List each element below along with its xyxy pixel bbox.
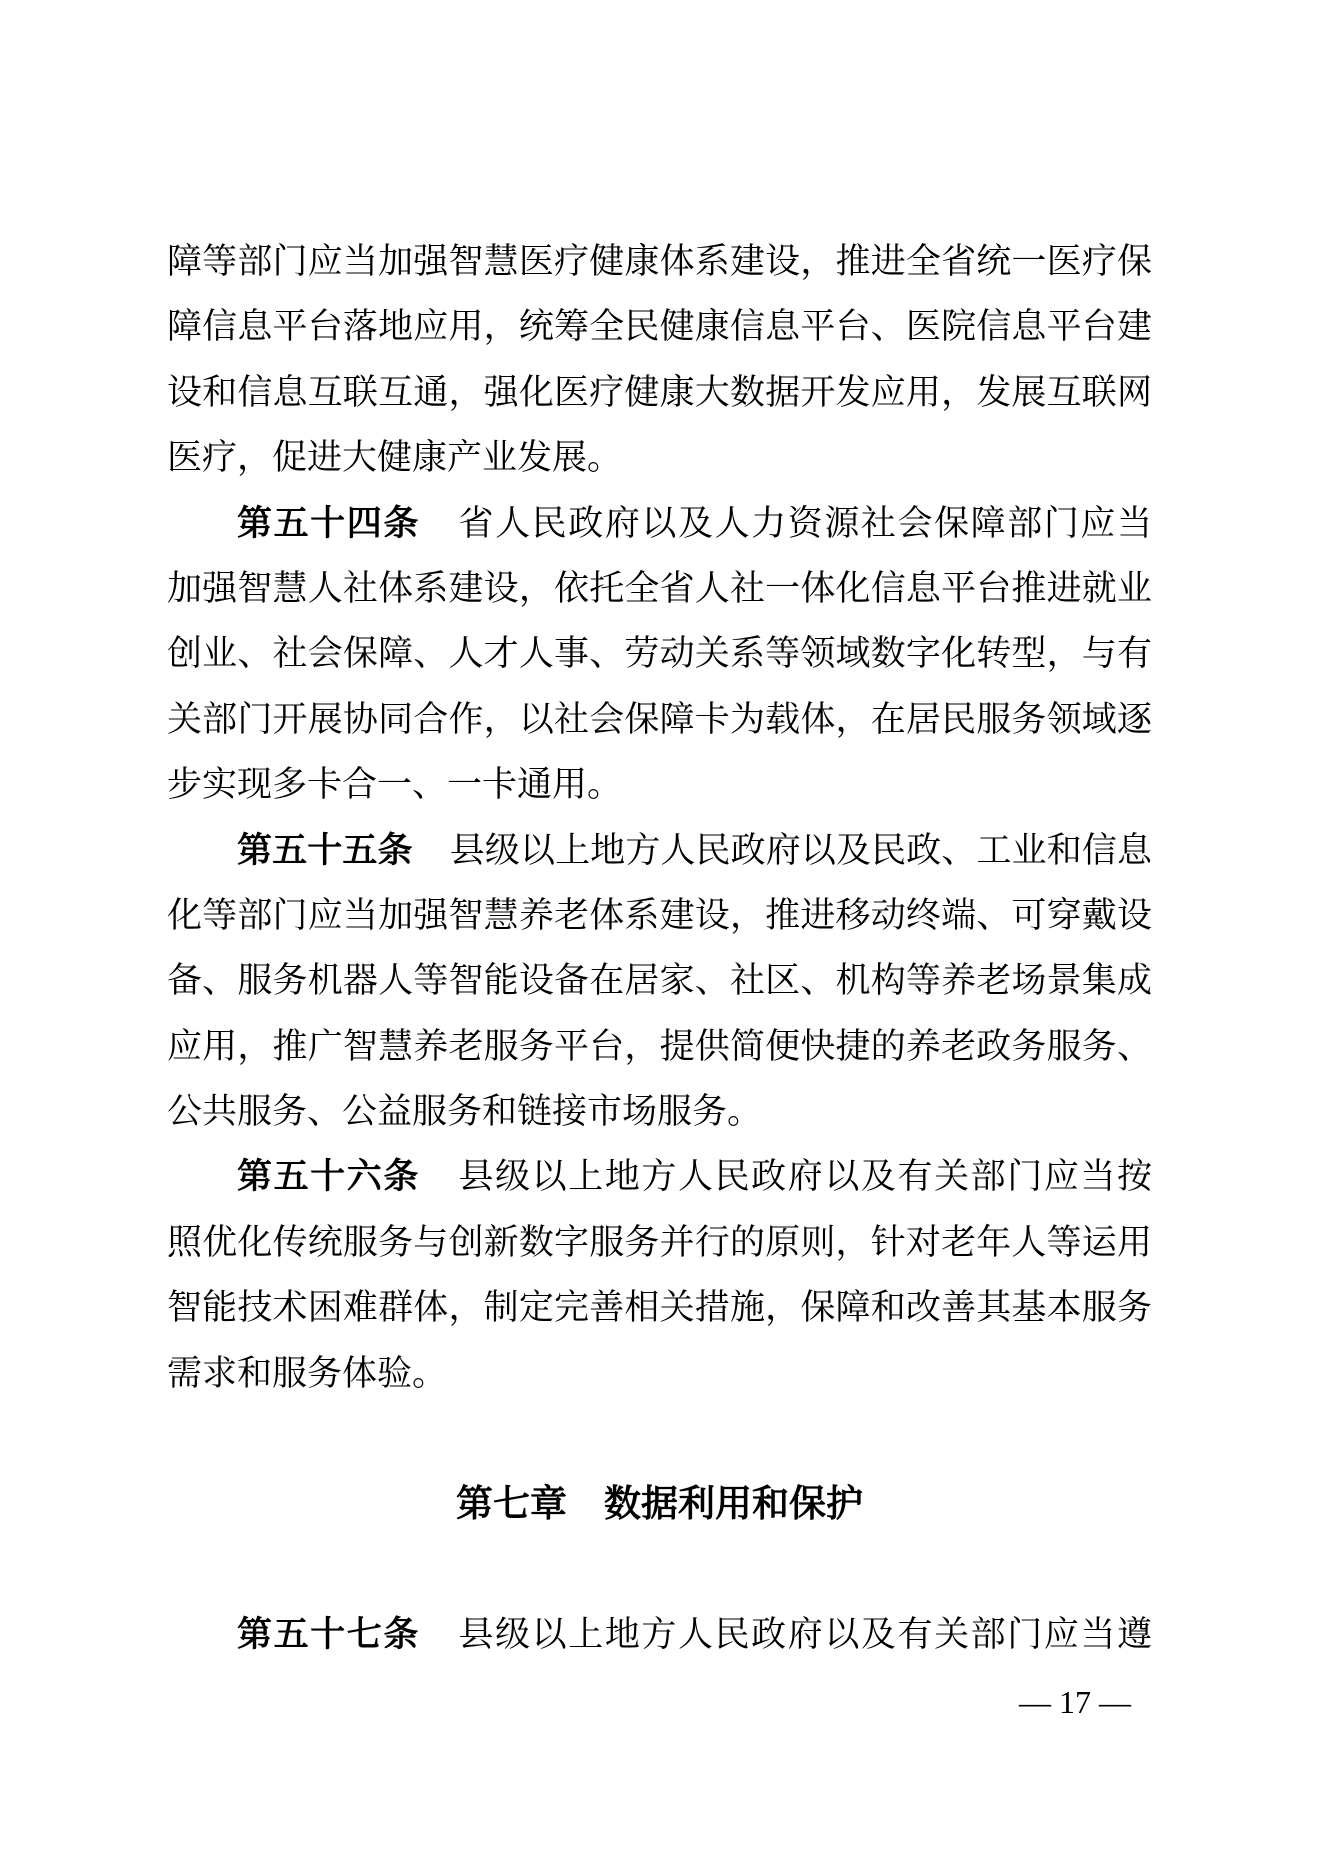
text-line: 步实现多卡合一、一卡通用。	[167, 765, 623, 805]
line-text: 省人民政府以及人力资源社会保障部门应当	[456, 503, 1152, 543]
line-text: 县级以上地方人民政府以及有关部门应当遵	[456, 1615, 1152, 1655]
document-body	[167, 229, 1152, 1668]
article-number: 第五十四条	[237, 503, 420, 543]
article-line	[167, 491, 1152, 556]
article-number: 第五十六条	[237, 1157, 420, 1197]
text-line: 关部门开展协同合作，以社会保障卡为载体，在居民服务领域逐	[167, 699, 1152, 739]
text-line: 障等部门应当加强智慧医疗健康体系建设，推进全省统一医疗保	[167, 242, 1152, 281]
line-text: 县级以上地方人民政府以及民政、工业和信息	[449, 830, 1152, 870]
text-line: 应用，推广智慧养老服务平台，提供简便快捷的养老政务服务、	[167, 1026, 1152, 1066]
text-line: 设和信息互联互通，强化医疗健康大数据开发应用，发展互联网	[167, 372, 1152, 412]
text-line: 照优化传统服务与创新数字服务并行的原则，针对老年人等运用	[167, 1222, 1152, 1262]
article-number: 第五十七条	[237, 1615, 420, 1655]
blank-line	[167, 1537, 1152, 1602]
chapter-heading: 第七章 数据利用和保护	[456, 1483, 863, 1525]
lead-gap	[413, 861, 450, 862]
lead-gap	[420, 534, 457, 535]
text-line: 加强智慧人社体系建设，依托全省人社一体化信息平台推进就业	[167, 568, 1152, 608]
text-line: 公共服务、公益服务和链接市场服务。	[167, 1092, 763, 1132]
text-line: 医疗，促进大健康产业发展。	[167, 438, 623, 478]
text-line: 障信息平台落地应用，统筹全民健康信息平台、医院信息平台建	[167, 307, 1152, 347]
text-line: 备、服务机器人等智能设备在居家、社区、机构等养老场景集成	[167, 961, 1152, 1001]
text-line: 创业、社会保障、人才人事、劳动关系等领域数字化转型，与有	[167, 634, 1152, 674]
line-text: 县级以上地方人民政府以及有关部门应当按	[456, 1157, 1152, 1197]
page-number: — 17 —	[1019, 1684, 1131, 1720]
article-line	[167, 1144, 1152, 1209]
text-line: 需求和服务体验。	[167, 1353, 448, 1393]
article-number: 第五十五条	[237, 830, 413, 870]
lead-gap	[420, 1645, 457, 1646]
text-line: 化等部门应当加强智慧养老体系建设，推进移动终端、可穿戴设	[167, 895, 1152, 935]
article-line	[167, 1602, 1152, 1667]
lead-gap	[420, 1187, 457, 1188]
text-line: 智能技术困难群体，制定完善相关措施，保障和改善其基本服务	[167, 1288, 1152, 1328]
article-line	[167, 818, 1152, 883]
blank-line	[167, 1406, 1152, 1471]
